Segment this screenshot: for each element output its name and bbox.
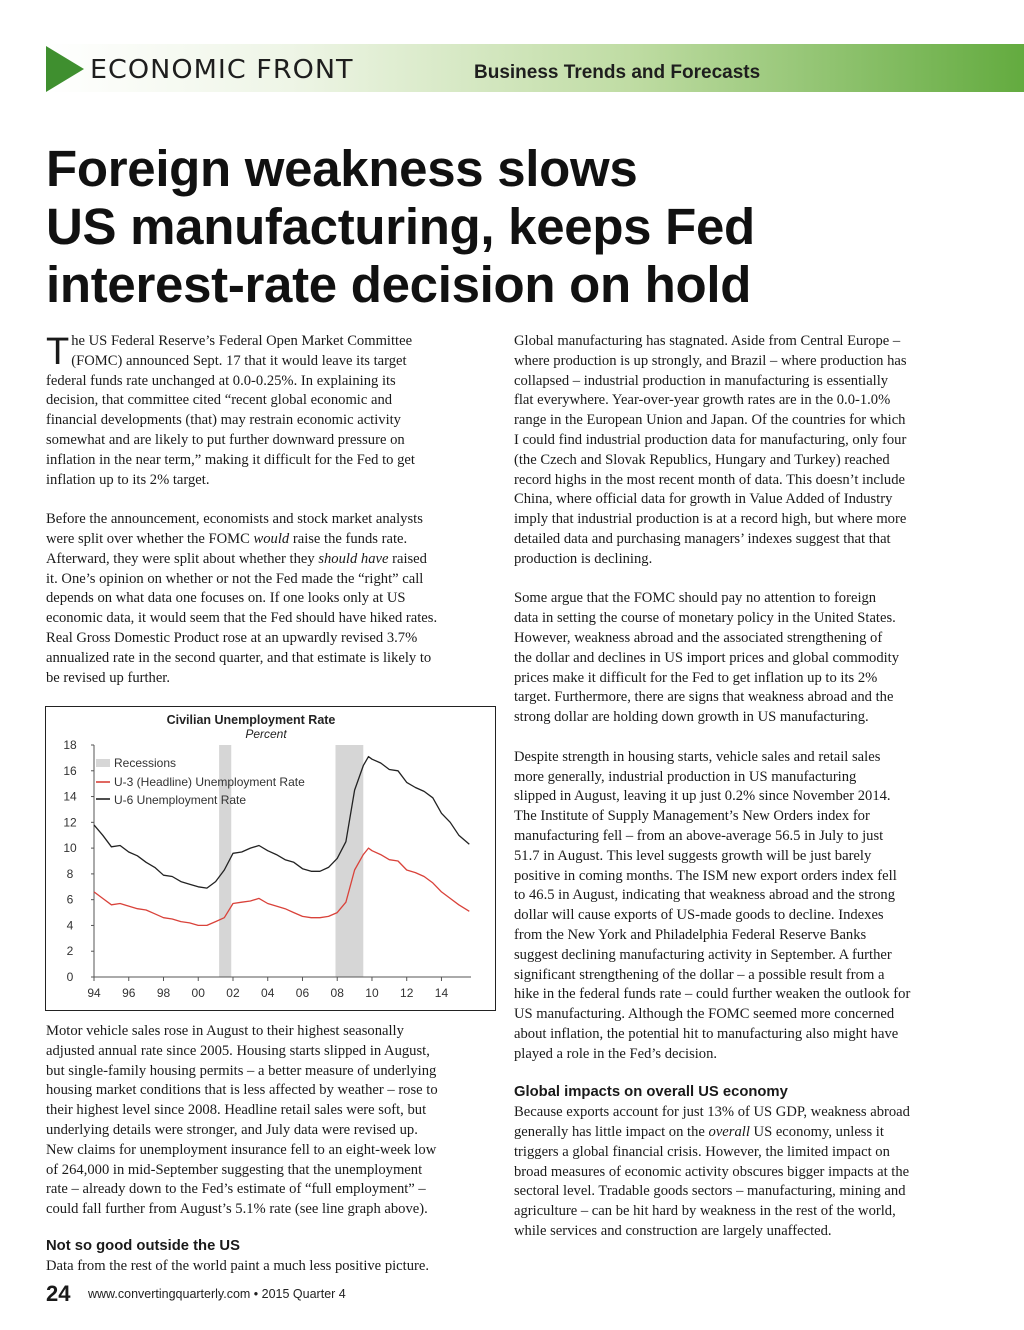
body-line: could fall further from August’s 5.1% rate (see line graph above).: [46, 1201, 428, 1218]
body-line: Despite strength in housing starts, vehicle sales and retail sales: [514, 748, 881, 765]
chart-svg: [46, 707, 495, 1010]
body-line: played a role in the Fed’s decision.: [514, 1045, 718, 1062]
header-arrow-icon: [46, 46, 84, 92]
body-line: he US Federal Reserve’s Federal Open Market Committee: [71, 333, 413, 349]
y-tick-label: 12: [63, 815, 77, 830]
body-line: significant strengthening of the dollar – a possible result from a: [514, 966, 885, 983]
y-tick-label: 14: [63, 789, 77, 804]
body-line: of 264,000 in mid-September suggesting that the unemployment: [46, 1161, 423, 1178]
body-line: adjusted annual rate since 2005. Housing starts slipped in August,: [46, 1042, 430, 1059]
body-line: record highs in the most recent month of data. This doesn’t include: [514, 471, 905, 488]
x-tick-label: 04: [261, 986, 275, 1000]
body-line: it. One’s opinion on whether or not the Fed made the “right” call: [46, 570, 424, 587]
page-number: 24: [46, 1281, 71, 1306]
article-headline: [46, 140, 946, 314]
x-tick-label: 14: [434, 986, 449, 1000]
body-line: but single-family housing permits – a better measure of underlying: [46, 1062, 437, 1079]
u3-series-line: [94, 848, 469, 925]
legend-label: Recessions: [114, 756, 177, 770]
body-line: from the New York and Philadelphia Federal Reserve Banks: [514, 926, 867, 943]
body-line: I could find industrial production data for manufacturing, only four: [514, 431, 907, 448]
left-column-bottom: [46, 1022, 496, 1277]
body-line: where production is up strongly, and Brazil – where production has: [514, 352, 907, 369]
body-line: broad measures of economic activity obscures bigger impacts at the: [514, 1163, 910, 1180]
body-line: housing market conditions that is less affected by weather – rose to: [46, 1082, 438, 1099]
body-line: China, where official data for growth in Value Added of Industry: [514, 491, 893, 508]
body-line: generally has little impact on the overall US economy, unless it: [514, 1124, 884, 1141]
x-tick-label: 98: [156, 986, 171, 1000]
body-line: the dollar and declines in US import prices and global commodity: [514, 649, 900, 666]
body-line: flat everywhere. Year-over-year growth rates are in the 0.0-1.0%: [514, 392, 891, 409]
unemployment-chart: [45, 706, 496, 1011]
x-tick-label: 96: [122, 986, 136, 1000]
x-tick-label: 02: [226, 986, 240, 1000]
body-line: inflation up to its 2% target.: [46, 471, 210, 488]
body-line: suggest declining manufacturing activity in September. A further: [514, 946, 892, 963]
body-line: about inflation, the potential hit to manufacturing also might have: [514, 1025, 899, 1042]
legend-label: U-3 (Headline) Unemployment Rate: [114, 775, 305, 789]
body-line: financial developments (that) may restrain economic activity: [46, 412, 401, 429]
chart-subtitle: Percent: [245, 727, 287, 741]
body-line: Data from the rest of the world paint a much less positive picture.: [46, 1257, 429, 1274]
body-line: production is declining.: [514, 550, 653, 567]
body-line: hike in the federal funds rate – could further weaken the outlook for: [514, 986, 911, 1003]
x-tick-label: 10: [365, 986, 379, 1000]
body-line: However, weakness abroad and the associated strengthening of: [514, 629, 883, 646]
emphasis: should have: [318, 550, 389, 567]
body-line: while services and construction are largely unaffected.: [514, 1223, 832, 1240]
body-line: slipped in August, leaving it up just 0.2% since November 2014.: [514, 788, 891, 805]
body-line: agriculture – can be hit hard by weakness in the rest of the world,: [514, 1203, 896, 1220]
body-line: (the Czech and Slovak Republics, Hungary and Turkey) reached: [514, 451, 890, 468]
body-line: strong dollar are holding down growth in US manufacturing.: [514, 709, 869, 726]
y-tick-label: 0: [66, 970, 74, 984]
section-title: ECONOMIC FRONT: [90, 55, 354, 85]
right-column: [514, 332, 984, 1242]
body-line: (FOMC) announced Sept. 17 that it would leave its target: [71, 352, 407, 369]
body-line: Because exports account for just 13% of US GDP, weakness abroad: [514, 1104, 910, 1121]
body-line: Before the announcement, economists and stock market analysts: [46, 511, 423, 528]
section-subtitle: Business Trends and Forecasts: [474, 62, 761, 83]
body-line: Some argue that the FOMC should pay no attention to foreign: [514, 590, 877, 607]
emphasis: overall: [708, 1124, 750, 1141]
y-tick-label: 6: [66, 892, 74, 907]
subheading: Global impacts on overall US economy: [514, 1084, 788, 1101]
body-line: to 46.5 in August, indicating that weakness abroad and the strong: [514, 887, 895, 904]
y-tick-label: 18: [63, 738, 77, 752]
body-line: prices make it difficult for the Fed to get inflation up to its 2%: [514, 669, 878, 686]
body-line: Motor vehicle sales rose in August to their highest seasonally: [46, 1023, 404, 1039]
body-line: depends on what data one focuses on. If one looks only at US: [46, 590, 406, 607]
body-line: sectoral level. Tradable goods sectors – manufacturing, mining and: [514, 1183, 906, 1200]
body-line: data in setting the course of monetary policy in the United States.: [514, 610, 896, 627]
body-line: collapsed – industrial production in manufacturing is essentially: [514, 372, 889, 389]
subheading: Not so good outside the US: [46, 1237, 240, 1254]
y-tick-label: 8: [66, 866, 74, 881]
x-tick-label: 08: [330, 986, 344, 1000]
headline-line: US manufacturing, keeps Fed: [46, 198, 755, 255]
left-column-top: [46, 332, 496, 688]
y-tick-label: 4: [66, 918, 74, 933]
body-line: be revised up further.: [46, 669, 171, 686]
x-tick-label: 94: [87, 986, 101, 1000]
headline-line: Foreign weakness slows: [46, 140, 638, 197]
y-tick-label: 10: [63, 841, 77, 856]
chart-title: Civilian Unemployment Rate: [166, 713, 336, 727]
body-line: more generally, industrial production in US manufacturing: [514, 768, 857, 785]
x-tick-label: 12: [400, 986, 414, 1000]
drop-cap: T: [46, 331, 70, 373]
emphasis: would: [253, 530, 290, 547]
body-line: Afterward, they were split about whether they should have raised: [46, 550, 427, 567]
body-line: New claims for unemployment insurance fell to an eight-week low: [46, 1141, 437, 1158]
body-line: target. Furthermore, there are signs that weakness abroad and the: [514, 689, 894, 706]
body-line: US manufacturing. Although the FOMC seemed more concerned: [514, 1006, 895, 1023]
body-line: positive in coming months. The ISM new export orders index fell: [514, 867, 897, 884]
body-line: Real Gross Domestic Product rose at an upwardly revised 3.7%: [46, 629, 418, 646]
x-tick-label: 00: [191, 986, 205, 1000]
body-line: annualized rate in the second quarter, and that estimate is likely to: [46, 649, 432, 666]
body-line: underlying details were stronger, and July data were revised up.: [46, 1121, 418, 1138]
body-line: detailed data and purchasing managers’ indexes suggest that that: [514, 530, 891, 547]
chart-legend: [96, 756, 305, 807]
body-line: dollar will cause exports of US-made goods to decline. Indexes: [514, 907, 884, 924]
body-line: their highest level since 2008. Headline retail sales were soft, but: [46, 1102, 427, 1119]
body-line: triggers a global financial crisis. However, the limited impact on: [514, 1143, 890, 1160]
body-line: The Institute of Supply Management’s New Orders index for: [514, 808, 870, 825]
body-line: range in the European Union and Japan. Of the countries for which: [514, 412, 906, 429]
body-line: inflation in the near term,” making it difficult for the Fed to get: [46, 451, 415, 468]
legend-label: U-6 Unemployment Rate: [114, 793, 247, 807]
y-tick-label: 2: [66, 944, 74, 959]
body-line: 51.7 in August. This level suggests growth will be just barely: [514, 847, 872, 864]
body-line: rate – already down to the Fed’s estimate of “full employment” –: [46, 1181, 426, 1198]
body-line: decision, that committee cited “recent global economic and: [46, 392, 393, 409]
x-tick-label: 06: [295, 986, 310, 1000]
legend-swatch-recessions: [96, 759, 110, 767]
headline-line: interest-rate decision on hold: [46, 256, 752, 313]
body-line: federal funds rate unchanged at 0.0-0.25%. In explaining its: [46, 372, 396, 389]
y-tick-label: 16: [63, 763, 77, 778]
body-line: imply that industrial production is at a record high, but where more: [514, 511, 907, 528]
footer-credit: www.convertingquarterly.com • 2015 Quarter 4: [88, 1287, 346, 1301]
body-line: manufacturing fell – from an above-average 56.5 in July to just: [514, 827, 884, 844]
body-line: somewhat and are likely to put further downward pressure on: [46, 431, 405, 448]
body-line: economic data, it would seem that the Fed should have hiked rates.: [46, 610, 438, 627]
body-line: Global manufacturing has stagnated. Aside from Central Europe –: [514, 333, 901, 349]
body-line: were split over whether the FOMC would raise the funds rate.: [46, 530, 408, 547]
